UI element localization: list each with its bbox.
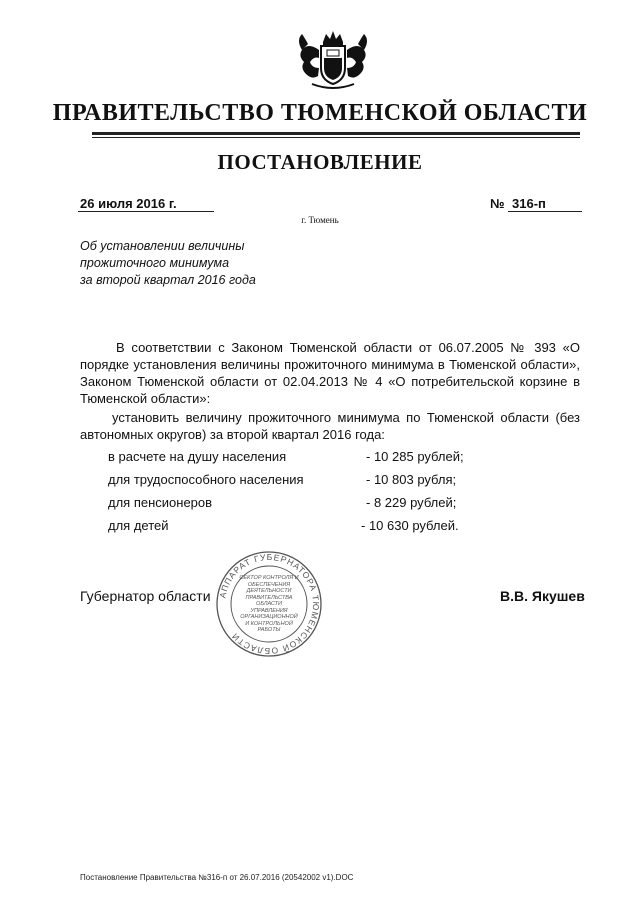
minimum-item-value: - 10 285 рублей; — [366, 449, 464, 464]
decree-subject — [80, 238, 256, 289]
minimum-item-label: для детей — [108, 518, 169, 533]
minimum-item-label: для трудоспособного населения — [108, 472, 304, 487]
preamble-paragraph: В соответствии с Законом Тюменской области от 06.07.2005 № 393 «О порядке установления величины прожиточного минимума в Тюменской области», Законом Тюменской области от 02.04.2013 № 4 «О потребительской корзине в Тюменской области»: — [80, 340, 580, 406]
official-stamp — [214, 549, 324, 659]
header-rule-thick — [92, 132, 580, 135]
stamp-outer-text: АППАРАТ ГУБЕРНАТОРА ТЮМЕНСКОЙ ОБЛАСТИ — [217, 551, 322, 657]
government-title: ПРАВИТЕЛЬСТВО ТЮМЕНСКОЙ ОБЛАСТИ — [52, 100, 588, 126]
coat-of-arms-icon — [288, 28, 378, 92]
minimum-item-label: в расчете на душу населения — [108, 449, 287, 464]
subject-line: прожиточного минимума — [80, 256, 230, 270]
city: г. Тюмень — [301, 215, 339, 225]
number-underline — [508, 211, 582, 212]
date-underline — [78, 211, 214, 212]
subject-line: за второй квартал 2016 года — [80, 273, 256, 287]
decree-type-title: ПОСТАНОВЛЕНИЕ — [217, 150, 423, 174]
signer-name: В.В. Якушев — [500, 588, 585, 604]
resolution-paragraph: установить величину прожиточного минимума по Тюменской области (без автономных округов) за второй квартал 2016 года: — [80, 410, 580, 442]
decree-date: 26 июля 2016 г. — [80, 196, 177, 211]
subject-line: Об установлении величины — [80, 239, 245, 253]
signer-title: Губернатор области — [80, 588, 211, 604]
minimum-item-value: - 8 229 рублей; — [366, 495, 457, 510]
minimum-item-label: для пенсионеров — [108, 495, 213, 510]
header-rule-thin — [92, 137, 580, 138]
minimum-item-value: - 10 803 рубля; — [366, 472, 457, 487]
stamp-inner-text: СЕКТОР КОНТРОЛЯ И ОБЕСПЕЧЕНИЯ ДЕЯТЕЛЬНОСТИ ПРАВИТЕЛЬСТВА ОБЛАСТИ УПРАВЛЕНИЯ ОРГАНИЗАЦИОННОЙ И КОНТРОЛЬНОЙ РАБОТЫ — [239, 575, 299, 633]
decree-number: 316-п — [512, 196, 546, 211]
document-footer: Постановление Правительства №316-п от 26.07.2016 (20542002 v1).DOC — [80, 873, 354, 882]
minimum-item-value: - 10 630 рублей. — [361, 518, 459, 533]
decree-number-prefix: № — [490, 196, 505, 211]
